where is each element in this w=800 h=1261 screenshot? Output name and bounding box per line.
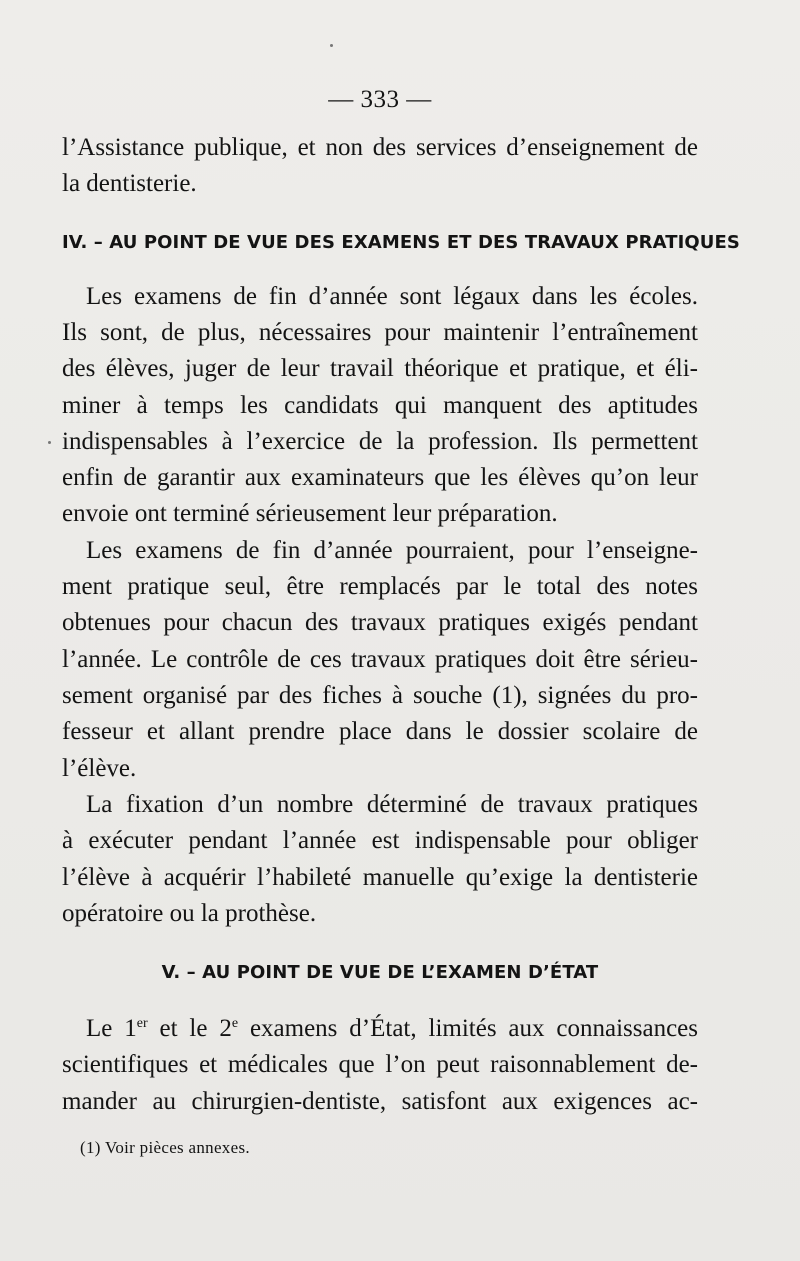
text-line: La fixation d’un nombre déterminé de travaux pratiques — [86, 791, 698, 818]
text-run: Le 1 — [86, 1015, 137, 1042]
text-run: et le 2 — [147, 1015, 232, 1042]
text-line: des élèves, juger de leur travail théorique et pratique, et éli- — [62, 355, 698, 382]
text-line — [86, 1011, 698, 1047]
text-line: envoie ont terminé sérieusement leur préparation. — [62, 500, 558, 527]
text-line: l’année. Le contrôle de ces travaux pratiques doit être sérieu- — [62, 646, 698, 673]
section-heading-v: V. – AU POINT DE VUE DE L’EXAMEN D’ÉTAT — [161, 962, 599, 983]
text-line — [62, 678, 698, 714]
text-line: enfin de garantir aux examinateurs que les élèves qu’on leur — [62, 464, 698, 491]
text-line: Les examens de fin d’année pourraient, pour l’enseigne- — [86, 537, 698, 564]
section-heading-iv: IV. – AU POINT DE VUE DES EXAMENS ET DES TRAVAUX PRATIQUES — [62, 232, 740, 253]
text-line: scientifiques et médicales que l’on peut raisonnablement de- — [62, 1051, 698, 1078]
text-line: fesseur et allant prendre place dans le dossier scolaire de — [62, 718, 698, 745]
footnote-reference: (1) — [492, 682, 522, 709]
text-line: indispensables à l’exercice de la profession. Ils permettent — [62, 428, 698, 455]
superscript: e — [231, 1016, 239, 1031]
text-line: obtenues pour chacun des travaux pratiques exigés pendant — [62, 609, 698, 636]
text-line: à exécuter pendant l’année est indispensable pour obliger — [62, 827, 698, 854]
text-line: miner à temps les candidats qui manquent des aptitudes — [62, 392, 698, 419]
text-line: la dentisterie. — [62, 170, 197, 197]
text-line: opératoire ou la prothèse. — [62, 900, 317, 927]
print-speck — [48, 441, 51, 444]
print-speck — [330, 44, 333, 47]
text-line: Les examens de fin d’année sont légaux dans les écoles. — [86, 283, 698, 310]
text-line: ment pratique seul, être remplacés par le total des notes — [62, 573, 698, 600]
text-run: sement organisé par des fiches à souche — [62, 682, 493, 709]
page-number: — 333 — — [328, 86, 432, 113]
text-line: l’élève à acquérir l’habileté manuelle qu’exige la dentisterie — [62, 864, 698, 891]
footnote: (1) Voir pièces annexes. — [80, 1138, 250, 1157]
text-run: , signées du pro- — [521, 682, 698, 709]
superscript: er — [136, 1016, 148, 1031]
text-line: l’élève. — [62, 755, 137, 782]
text-line: Ils sont, de plus, nécessaires pour maintenir l’entraînement — [62, 319, 698, 346]
text-line: l’Assistance publique, et non des services d’enseignement de — [62, 134, 698, 161]
text-line: mander au chirurgien-dentiste, satisfont aux exigences ac- — [62, 1088, 698, 1115]
text-run: examens d’État, limités aux connaissances — [238, 1015, 699, 1042]
